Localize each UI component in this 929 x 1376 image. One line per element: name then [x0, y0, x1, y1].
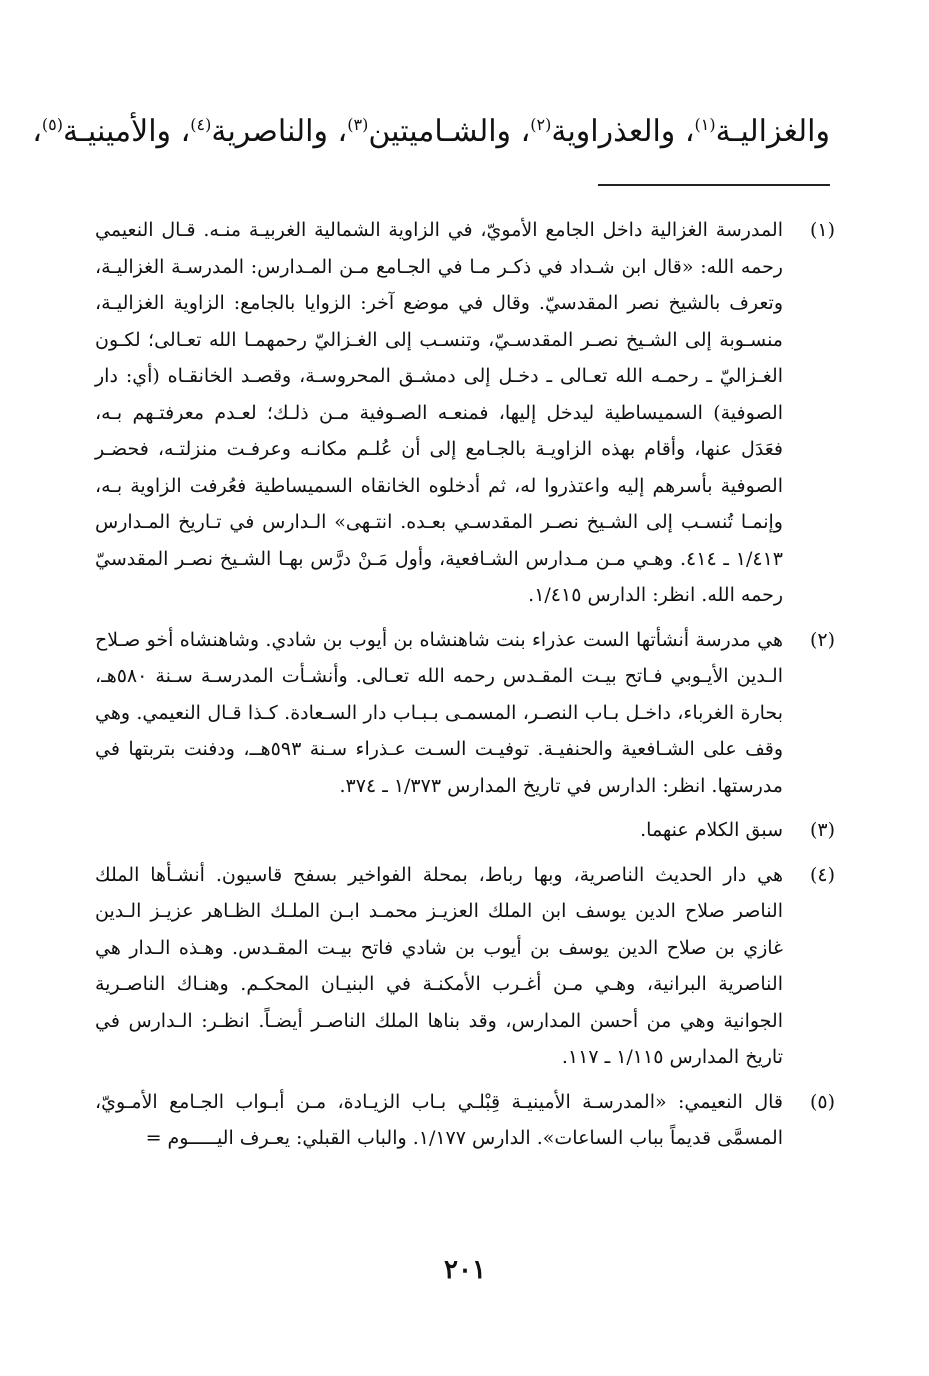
- footnote-text: هي دار الحديث الناصرية، وبها رباط، بمحلة الفواخير بسفح قاسيون. أنشـأها الملك الناصر صلاح الدين يوسف ابن الملك العزيـز محمـد ابـن الملـك الظـاهر عزيـز الـدين غازي بن صلاح الدين يوسف بن أيوب بن شادي فاتح بيـت المقـدس. وهـذه الـدار هي الناصرية البرانية، وهـي مـن أغـرب الأمكنـة في البنيـان المحكـم. وهنـاك الناصـرية الجوانية وهي من أحسن المدارس، وقد بناها الملك الناصـر أيضـاً. انظـر: الـدارس في تاريخ المدارس ١/١١٥ ـ ١١٧.: [95, 863, 783, 1068]
- page-number: ٢٠١: [444, 1255, 486, 1285]
- footnote-text: سبق الكلام عنهما.: [640, 819, 783, 841]
- footnote-text: هي مدرسة أنشأتها الست عذراء بنت شاهنشاه بن أيوب بن شادي. وشاهنشاه أخو صـلاح الـدين الأيـوبي فـاتح بيـت المقـدس رحمه الله تعـالى. وأنشـأت المدرسـة سـنة ٥٨٠هـ، بحارة الغرباء، داخـل بـاب النصـر، المسمـى بـبـاب دار السـعادة. كـذا قـال النعيمي. وهي وقف على الشـافعية والحنفيـة. توفيـت السـت عـذراء سـنة ٥٩٣هــ، ودفنت بتربتها في مدرستها. انظر: الدارس في تاريخ المدارس ١/٣٧٣ ـ ٣٧٤.: [95, 628, 783, 797]
- main-text-part: ، والناصرية: [211, 114, 348, 149]
- footnote-number: (١): [809, 219, 835, 241]
- footnotes-section: [95, 212, 835, 1165]
- footnote-number: (٤): [809, 863, 835, 886]
- main-text-line: [32, 108, 830, 156]
- footnote-ref[interactable]: (٤): [190, 115, 212, 134]
- main-text-part: ، والشـاميتين: [368, 114, 531, 149]
- main-text-part: ، والعذراوية: [551, 114, 695, 149]
- footnote-separator: [598, 184, 830, 186]
- footnote-number: (٣): [809, 819, 835, 841]
- footnote-number: (٢): [809, 628, 835, 651]
- footnote-2: [95, 622, 835, 805]
- footnote-ref[interactable]: (١): [694, 115, 716, 134]
- footnote-5: [95, 1084, 835, 1157]
- footnote-ref[interactable]: (٣): [347, 115, 369, 134]
- footnote-3: [95, 812, 835, 849]
- footnote-text: قال النعيمي: «المدرسـة الأمينيـة قِبْلـي بـاب الزيـادة، مـن أبـواب الجـامع الأمـويّ، المسمَّى قديماً بباب الساعات». الدارس ١/١٧٧. والباب القبلي: يعـرف اليـــــوم =: [95, 1090, 783, 1149]
- main-text-part: والغزاليـة: [715, 114, 830, 149]
- footnote-ref[interactable]: (٥): [41, 115, 64, 134]
- footnote-text: المدرسة الغزالية داخل الجامع الأمويّ، في الزاوية الشمالية الغربيـة منـه. قـال النعيمي رحمه الله: «قال ابن شـداد في ذكـر مـا في الجـامع مـن المـدارس: المدرسـة الغزاليـة، وتعرف بالشيخ نصر المقدسيّ. وقال في موضع آخر: الزوايا بالجامع: الزاوية الغزاليـة، منسـوبة إلى الشـيخ نصـر المقدسـيّ، وتنسـب إلى الغـزاليّ رحمهمـا الله تعـالى؛ لكـون الغـزاليّ ـ رحمـه الله تعـالى ـ دخـل إلى دمشـق المحروسـة، وقصـد الخانقـاه (أي: دار الصوفية) السميساطية ليدخل إليها، فمنعـه الصـوفية مـن ذلـك؛ لعـدم معرفتـهم بـه، فعَدَل عنها، وأقام بهذه الزاويـة بالجـامع إلى أن عُلـم مكانـه وعرفـت منزلتـه، فحضـر الصوفية بأسرهم إليه واعتذروا له، ثم أدخلوه الخانقاه السميساطية فعُرفت الزاوية بـه، وإنمـا تُنسـب إلى الشـيخ نصـر المقدسـي بعـده. انتـهى» الـدارس في تـاريخ المـدارس ١/٤١٣ ـ ٤١٤. وهـي مـن مـدارس الشـافعية، وأول مَـنْ درَّس بهـا الشـيخ نصـر المقدسيّ رحمه الله. انظر: الدارس ١/٤١٥.: [95, 219, 783, 606]
- main-text-part: ،: [32, 114, 42, 149]
- main-text-part: ، والأمينيـة: [63, 114, 191, 149]
- footnote-number: (٥): [809, 1090, 835, 1113]
- footnote-1: [95, 212, 835, 614]
- footnote-4: [95, 857, 835, 1076]
- footnote-ref[interactable]: (٢): [530, 115, 552, 134]
